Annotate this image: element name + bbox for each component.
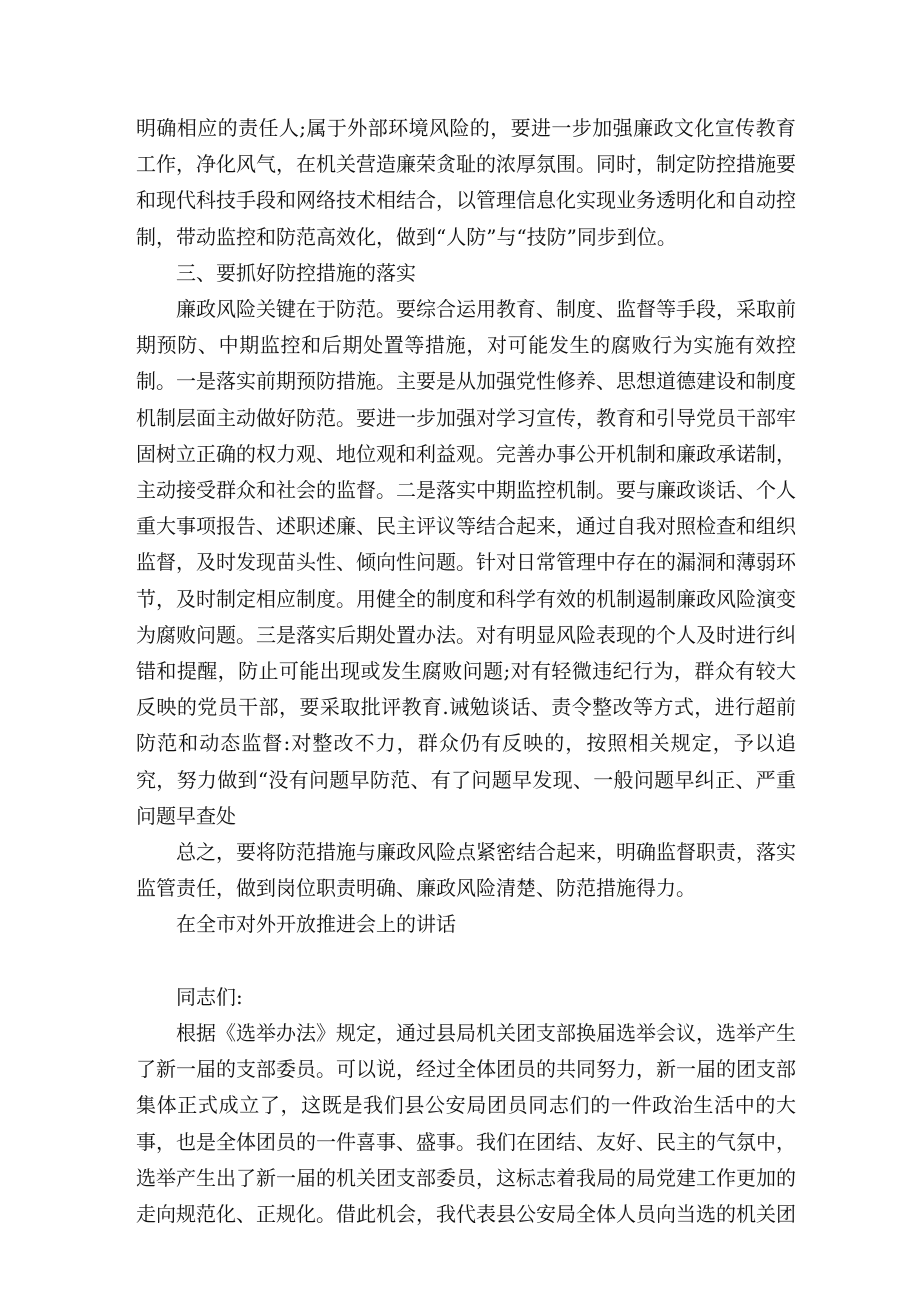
paragraph-responsibility: 明确相应的责任人;属于外部环境风险的，要进一步加强廉政文化宣传教育工作，净化风气，在机关营造廉荣贪耻的浓厚氛围。同时，制定防控措施要和现代科技手段和网络技术相结合，以管理信息化实现业务透明化和自动控制，带动监控和防范高效化，做到“人防”与“技防”同步到位。 bbox=[136, 116, 796, 249]
paragraph-summary: 总之，要将防范措施与廉政风险点紧密结合起来，明确监督职责，落实监管责任，做到岗位职责明确、廉政风险清楚、防范措施得力。 bbox=[136, 840, 796, 901]
paragraph-election: 根据《选举办法》规定，通过县局机关团支部换届选举会议，选举产生了新一届的支部委员。可以说，经过全体团员的共同努力，新一届的团支部集体正式成立了，这既是我们县公安局团员同志们的一件政治生活中的大事，也是全体团员的一件喜事、盛事。我们在团结、友好、民主的气氛中，选举产生出了新一届的机关团支部委员，这标志着我局的局党建工作更加的走向规范化、正规化。借此机会，我代表县公安局全体人员向当选的机关团 bbox=[136, 1021, 796, 1227]
paragraph-risk-prevention: 廉政风险关键在于防范。要综合运用教育、制度、监督等手段，采取前期预防、中期监控和后期处置等措施，对可能发生的腐败行为实施有效控制。一是落实前期预防措施。主要是从加强党性修养、思想道德建设和制度机制层面主动做好防范。要进一步加强对学习宣传，教育和引导党员干部牢固树立正确的权力观、地位观和利益观。完善办事公开机制和廉政承诺制，主动接受群众和社会的监督。二是落实中期监控机制。要与廉政谈话、个人重大事项报告、述职述廉、民主评议等结合起来，通过自我对照检查和组织监督，及时发现苗头性、倾向性问题。针对日常管理中存在的漏洞和薄弱环节，及时制定相应制度。用健全的制度和科学有效的机制遏制廉政风险演变为腐败问题。三是落实后期处置办法。对有明显风险表现的个人及时进行纠错和提醒，防止可能出现或发生腐败问题;对有轻微违纪行为，群众有较大反映的党员干部，要采取批评教育.诫勉谈话、责令整改等方式，进行超前防范和动态监督:对整改不力，群众仍有反映的，按照相关规定，予以追究，努力做到“没有问题早防范、有了问题早发现、一般问题早纠正、严重问题早查处 bbox=[136, 297, 796, 828]
blank-line bbox=[136, 943, 796, 979]
salutation: 同志们: bbox=[176, 984, 243, 1009]
document-page bbox=[136, 110, 796, 1232]
section-heading-three: 三、要抓好防控措施的落实 bbox=[176, 260, 416, 285]
speech-title: 在全市对外开放推进会上的讲话 bbox=[176, 912, 456, 937]
